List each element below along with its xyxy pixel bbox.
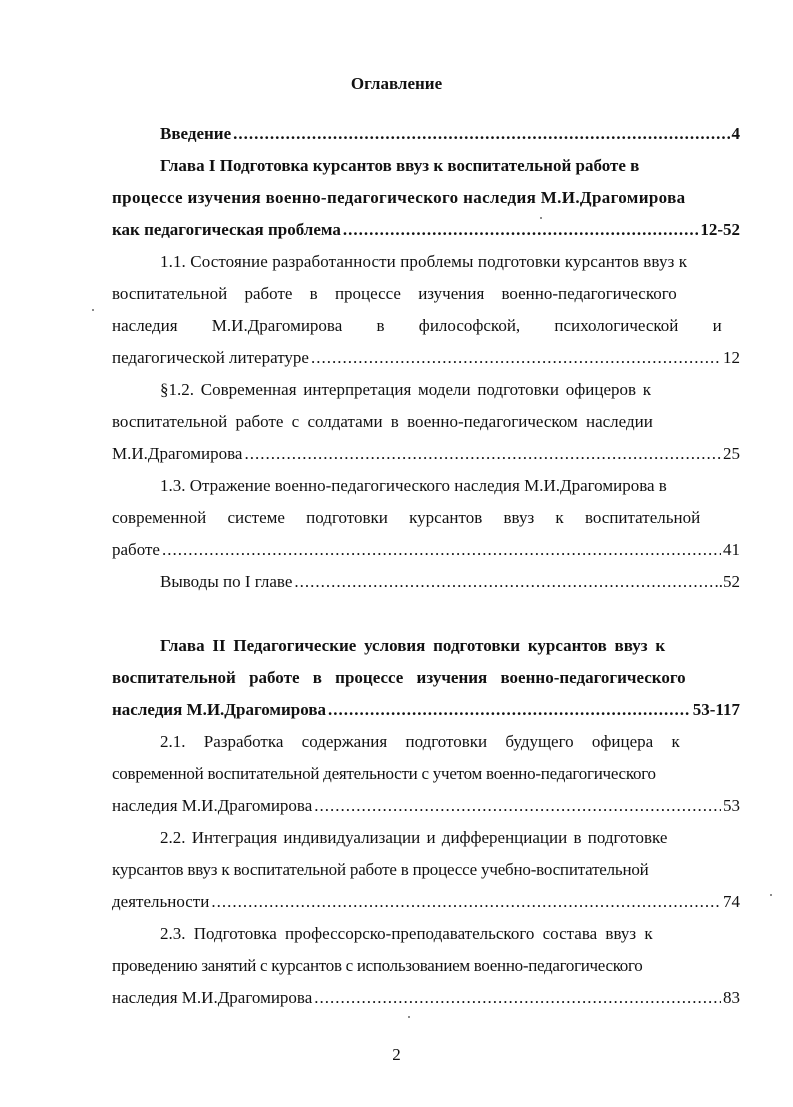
dot-leader (328, 694, 691, 726)
toc-entry-chapter-2[interactable] (112, 630, 740, 726)
toc-entry-conclusions-1[interactable] (112, 566, 740, 598)
dot-leader (244, 438, 721, 470)
dot-leader (211, 886, 721, 918)
dot-leader (233, 118, 729, 150)
toc-entry-line: современной воспитательной деятельности с учетом военно-педагогического (112, 764, 656, 783)
toc-entry-line: деятельности (112, 892, 210, 911)
toc-page-number: 41 (723, 540, 740, 559)
toc-entry-intro[interactable] (112, 118, 740, 150)
dot-leader (343, 214, 698, 246)
toc-entry-section-2-2[interactable] (112, 822, 740, 918)
toc-entry-line: §1.2. Современная интерпретация модели подготовки офицеров к (160, 380, 652, 399)
dot-leader (314, 790, 721, 822)
toc-entry-line: работе (112, 540, 160, 559)
toc-entry-line: курсантов ввуз к воспитательной работе в процессе учебно-воспитательной (112, 860, 649, 879)
toc-entry-label: Введение (160, 124, 232, 143)
toc-block-chapter-1 (112, 118, 740, 598)
toc-page-number: ..52 (714, 572, 740, 591)
toc-entry-section-1-3[interactable] (112, 470, 740, 566)
dot-leader (314, 982, 721, 1014)
toc-entry-line: процессе изучения военно-педагогического наследия М.И.Драгомирова (112, 188, 686, 207)
toc-entry-line: 2.2. Интеграция индивидуализации и дифференциации в подготовке (160, 828, 668, 847)
toc-entry-line: наследия М.И.Драгомирова (112, 988, 313, 1007)
toc-entry-line: наследия М.И.Драгомирова (112, 796, 313, 815)
toc-entry-section-1-2[interactable] (112, 374, 740, 470)
toc-page-number: 74 (723, 892, 740, 911)
toc-entry-label: Выводы по I главе (160, 572, 293, 591)
scan-speck (92, 309, 94, 311)
toc-entry-section-2-3[interactable] (112, 918, 740, 1014)
toc-page-number: 53 (723, 796, 740, 815)
scan-speck (540, 217, 542, 219)
toc-entry-line: 2.1. Разработка содержания подготовки будущего офицера к (160, 732, 680, 751)
dot-leader (294, 566, 712, 598)
toc-entry-line: М.И.Драгомирова (112, 444, 243, 463)
toc-entry-line: наследия М.И.Драгомирова в философской, психологической и (112, 316, 722, 335)
toc-entry-line: наследия М.И.Драгомирова (112, 700, 327, 719)
toc-page-number: 25 (723, 444, 740, 463)
toc-entry-line: воспитательной работе в процессе изучения военно-педагогического (112, 668, 686, 687)
toc-entry-line: 1.1. Состояние разработанности проблемы подготовки курсантов ввуз к (160, 252, 688, 271)
toc-entry-chapter-1[interactable] (112, 150, 740, 246)
toc-page-number: 83 (723, 988, 740, 1007)
toc-entry-section-1-1[interactable] (112, 246, 740, 374)
toc-entry-line: 2.3. Подготовка профессорско-преподавательского состава ввуз к (160, 924, 653, 943)
toc-entry-line: 1.3. Отражение военно-педагогического наследия М.И.Драгомирова в (160, 476, 667, 495)
toc-page-number: 4 (731, 124, 740, 143)
toc-entry-line: педагогической литературе (112, 348, 309, 367)
toc-page-number: 53-117 (692, 700, 740, 719)
scan-speck (408, 1016, 410, 1018)
toc-entry-section-2-1[interactable] (112, 726, 740, 822)
toc-entry-line: проведению занятий с курсантов с использованием военно-педагогического (112, 956, 643, 975)
toc-block-chapter-2 (112, 630, 740, 1014)
toc-page-number: 12-52 (700, 220, 740, 239)
page-title: Оглавление (350, 74, 443, 93)
toc-entry-line: Глава II Педагогические условия подготовки курсантов ввуз к (160, 636, 666, 655)
dot-leader (162, 534, 721, 566)
toc-entry-line: воспитательной работе с солдатами в военно-педагогическом наследии (112, 412, 653, 431)
toc-entry-line: современной системе подготовки курсантов ввуз к воспитательной (112, 508, 701, 527)
scan-speck (770, 894, 772, 896)
toc-entry-line: как педагогическая проблема (112, 220, 341, 239)
toc-entry-line: Глава I Подготовка курсантов ввуз к воспитательной работе в (160, 156, 640, 175)
toc-entry-line: воспитательной работе в процессе изучения военно-педагогического (112, 284, 677, 303)
dot-leader (311, 342, 721, 374)
page-number: 2 (392, 1045, 401, 1064)
toc-page-number: 12 (723, 348, 740, 367)
